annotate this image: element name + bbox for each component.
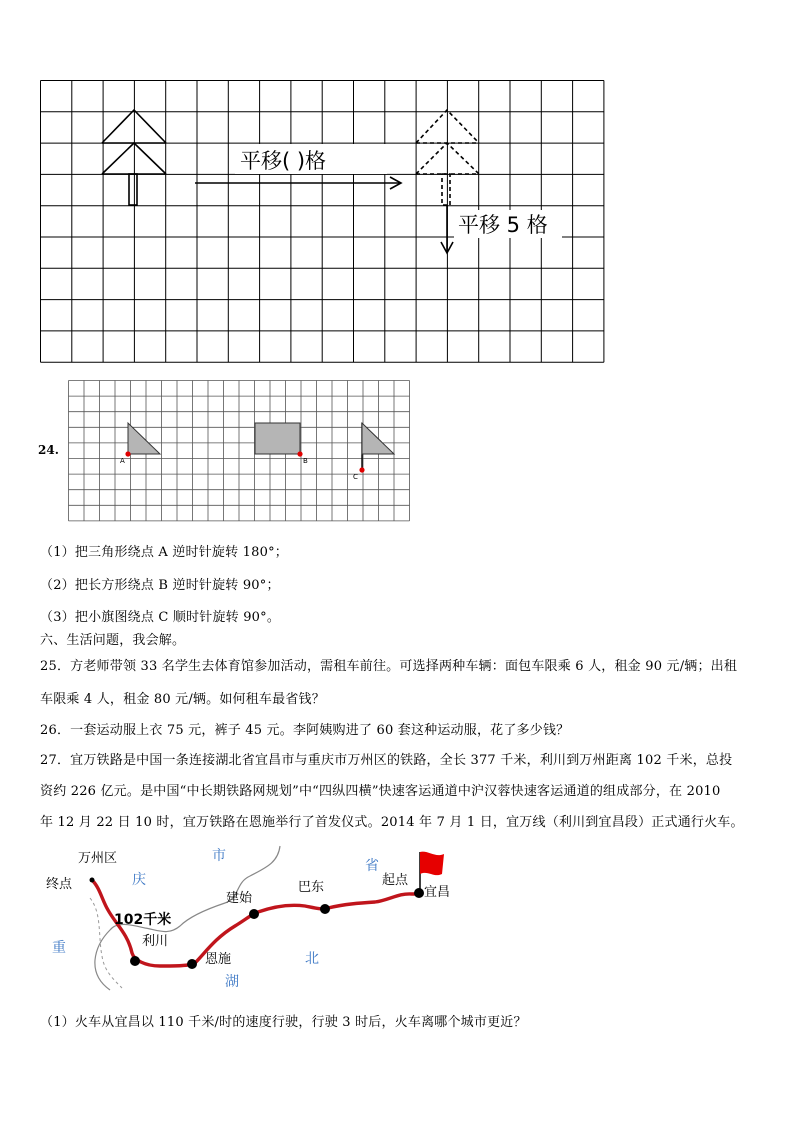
q27-line-3: 年 12 月 22 日 10 时，宜万铁路在恩施举行了首发仪式。2014 年 7 月 1 日，宜万线（利川到宜昌段）正式通行火车。: [40, 815, 744, 830]
section-6-heading: 六、生活问题，我会解。: [40, 633, 186, 648]
q24-item-3: （3）把小旗图绕点 C 顺时针旋转 90°。: [40, 610, 281, 625]
map-region-qing: 庆: [132, 872, 146, 888]
rectangle-shape: [255, 423, 300, 454]
q25-line-2: 车限乘 4 人，租金 80 元/辆。如何租车最省钱？: [40, 692, 325, 707]
station-jianshi-marker: [249, 909, 259, 919]
right-arrow-icon: [195, 177, 401, 189]
station-enshi-marker: [187, 959, 197, 969]
q24-item-2: （2）把长方形绕点 B 逆时针旋转 90°；: [40, 578, 280, 593]
railway-map: [40, 838, 470, 998]
translation-grid-figure: [40, 80, 605, 365]
rotation-grid-figure: [68, 380, 413, 528]
map-label-end-point: 终点: [46, 877, 73, 892]
q27-line-2: 资约 226 亿元。是中国“中长期铁路网规划”中“四纵四横”快速客运通道中沪汉蓉快速客运通道的组成部分，在 2010: [40, 784, 721, 799]
point-c-label: C: [353, 473, 358, 481]
translate-blank-label: 平移( )格: [240, 149, 327, 173]
point-b-label: B: [303, 457, 308, 465]
q27-line-1: 27．宜万铁路是中国一条连接湖北省宜昌市与重庆市万州区的铁路，全长 377 千米，利川到万州距离 102 千米，总投: [40, 753, 733, 768]
map-label-start-point: 起点: [382, 873, 409, 888]
map-label-jianshi: 建始: [226, 891, 253, 906]
down-arrow-icon: [441, 205, 453, 253]
flag-shape: [362, 423, 394, 470]
point-b-marker: [297, 451, 302, 456]
station-wanzhou-marker: [90, 878, 95, 883]
station-yichang-marker: [414, 888, 424, 898]
map-region-chong: 重: [52, 940, 66, 956]
map-region-hu: 湖: [225, 974, 239, 990]
map-label-badong: 巴东: [298, 880, 325, 895]
q24-item-1: （1）把三角形绕点 A 逆时针旋转 180°；: [40, 545, 288, 560]
map-label-yichang: 宜昌: [424, 885, 451, 900]
map-region-sheng: 省: [365, 858, 379, 874]
map-label-lichuan: 利川: [142, 934, 169, 949]
map-region-bei: 北: [305, 951, 319, 967]
q25-line-1: 25．方老师带领 33 名学生去体育馆参加活动，需租车前往。可选择两种车辆：面包车限乘 6 人，租金 90 元/辆；出租: [40, 659, 738, 674]
map-label-wanzhou: 万州区: [78, 851, 118, 866]
map-label-enshi: 恩施: [205, 952, 232, 967]
q26-line-1: 26．一套运动服上衣 75 元，裤子 45 元。李阿姨购进了 60 套这种运动服，花了多少钱？: [40, 723, 570, 738]
point-a-marker: [125, 451, 130, 456]
station-badong-marker: [320, 904, 330, 914]
station-lichuan-marker: [130, 956, 140, 966]
point-c-marker: [359, 467, 364, 472]
translate-5-label: 平移 5 格: [458, 213, 548, 237]
map-region-shi: 市: [212, 848, 226, 864]
q27-sub-1: （1）火车从宜昌以 110 千米/时的速度行驶，行驶 3 时后，火车离哪个城市更近？: [40, 1015, 527, 1030]
point-a-label: A: [120, 457, 125, 465]
map-label-distance: 102千米: [114, 912, 172, 928]
q24-number: 24.: [38, 443, 59, 457]
